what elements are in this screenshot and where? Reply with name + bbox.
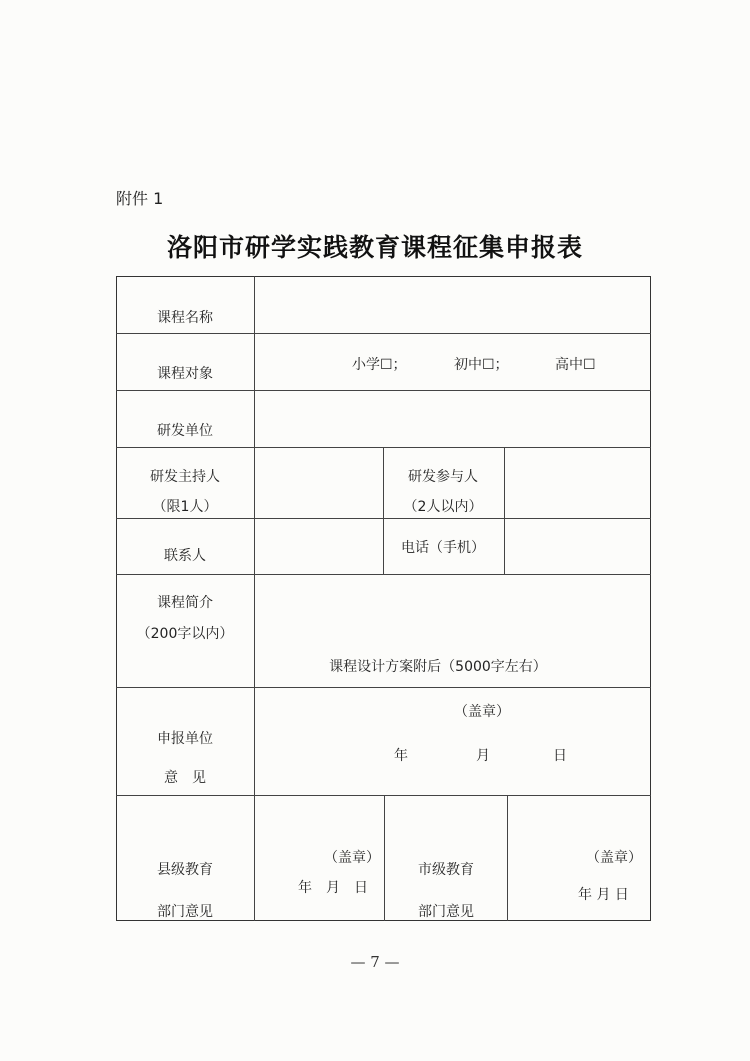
column-divider (383, 447, 384, 574)
applicant-seal: （盖章） (454, 704, 510, 720)
label-applicant-opinion: 申报单位 (157, 731, 213, 747)
label-contact: 联系人 (164, 548, 206, 564)
label-dev-participants-limit: （2人以内） (403, 499, 483, 515)
label-city-edu-opinion: 部门意见 (418, 904, 474, 920)
label-dev-participants: 研发参与人 (408, 469, 478, 485)
phone-field[interactable] (506, 520, 648, 573)
label-dev-host: 研发主持人 (150, 469, 220, 485)
row-divider (116, 574, 651, 575)
label-course-target: 课程对象 (157, 366, 213, 382)
attachment-label: 附件 1 (116, 189, 164, 208)
applicant-date-year: 年 (394, 748, 408, 764)
label-phone: 电话（手机） (401, 540, 485, 556)
dev-unit-field[interactable] (256, 392, 648, 446)
label-dev-host-limit: （限1人） (152, 499, 218, 515)
option-junior-high[interactable]: 初中☐； (454, 357, 509, 373)
dev-host-field[interactable] (256, 449, 381, 517)
row-divider (116, 687, 651, 688)
course-name-field[interactable] (256, 278, 648, 332)
row-divider (116, 390, 651, 391)
page-number: — 7 — (350, 953, 400, 971)
row-divider (116, 333, 651, 334)
label-city-edu: 市级教育 (418, 862, 474, 878)
dev-participants-field[interactable] (506, 449, 648, 517)
city-seal: （盖章） (586, 850, 642, 866)
county-seal: （盖章） (324, 850, 380, 866)
option-senior-high[interactable]: 高中☐ (555, 357, 596, 373)
contact-field[interactable] (256, 520, 381, 573)
design-plan-note: 课程设计方案附后（5000字左右） (329, 659, 547, 675)
column-divider (504, 447, 505, 574)
applicant-date-day: 日 (553, 748, 567, 764)
form-title: 洛阳市研学实践教育课程征集申报表 (166, 233, 583, 262)
column-divider (384, 795, 385, 921)
column-divider (254, 276, 255, 921)
column-divider (507, 795, 508, 921)
label-dev-unit: 研发单位 (157, 423, 213, 439)
city-date: 年 月 日 (578, 887, 629, 903)
label-county-edu-opinion: 部门意见 (157, 904, 213, 920)
label-applicant-opinion-2: 意 见 (164, 770, 206, 786)
label-course-intro: 课程简介 (157, 595, 213, 611)
label-county-edu: 县级教育 (157, 862, 213, 878)
label-course-name: 课程名称 (157, 310, 213, 326)
label-course-intro-limit: （200字以内） (136, 626, 234, 642)
county-date: 年 月 日 (298, 880, 368, 896)
option-primary-school[interactable]: 小学☐； (352, 357, 407, 373)
applicant-date-month: 月 (476, 748, 490, 764)
